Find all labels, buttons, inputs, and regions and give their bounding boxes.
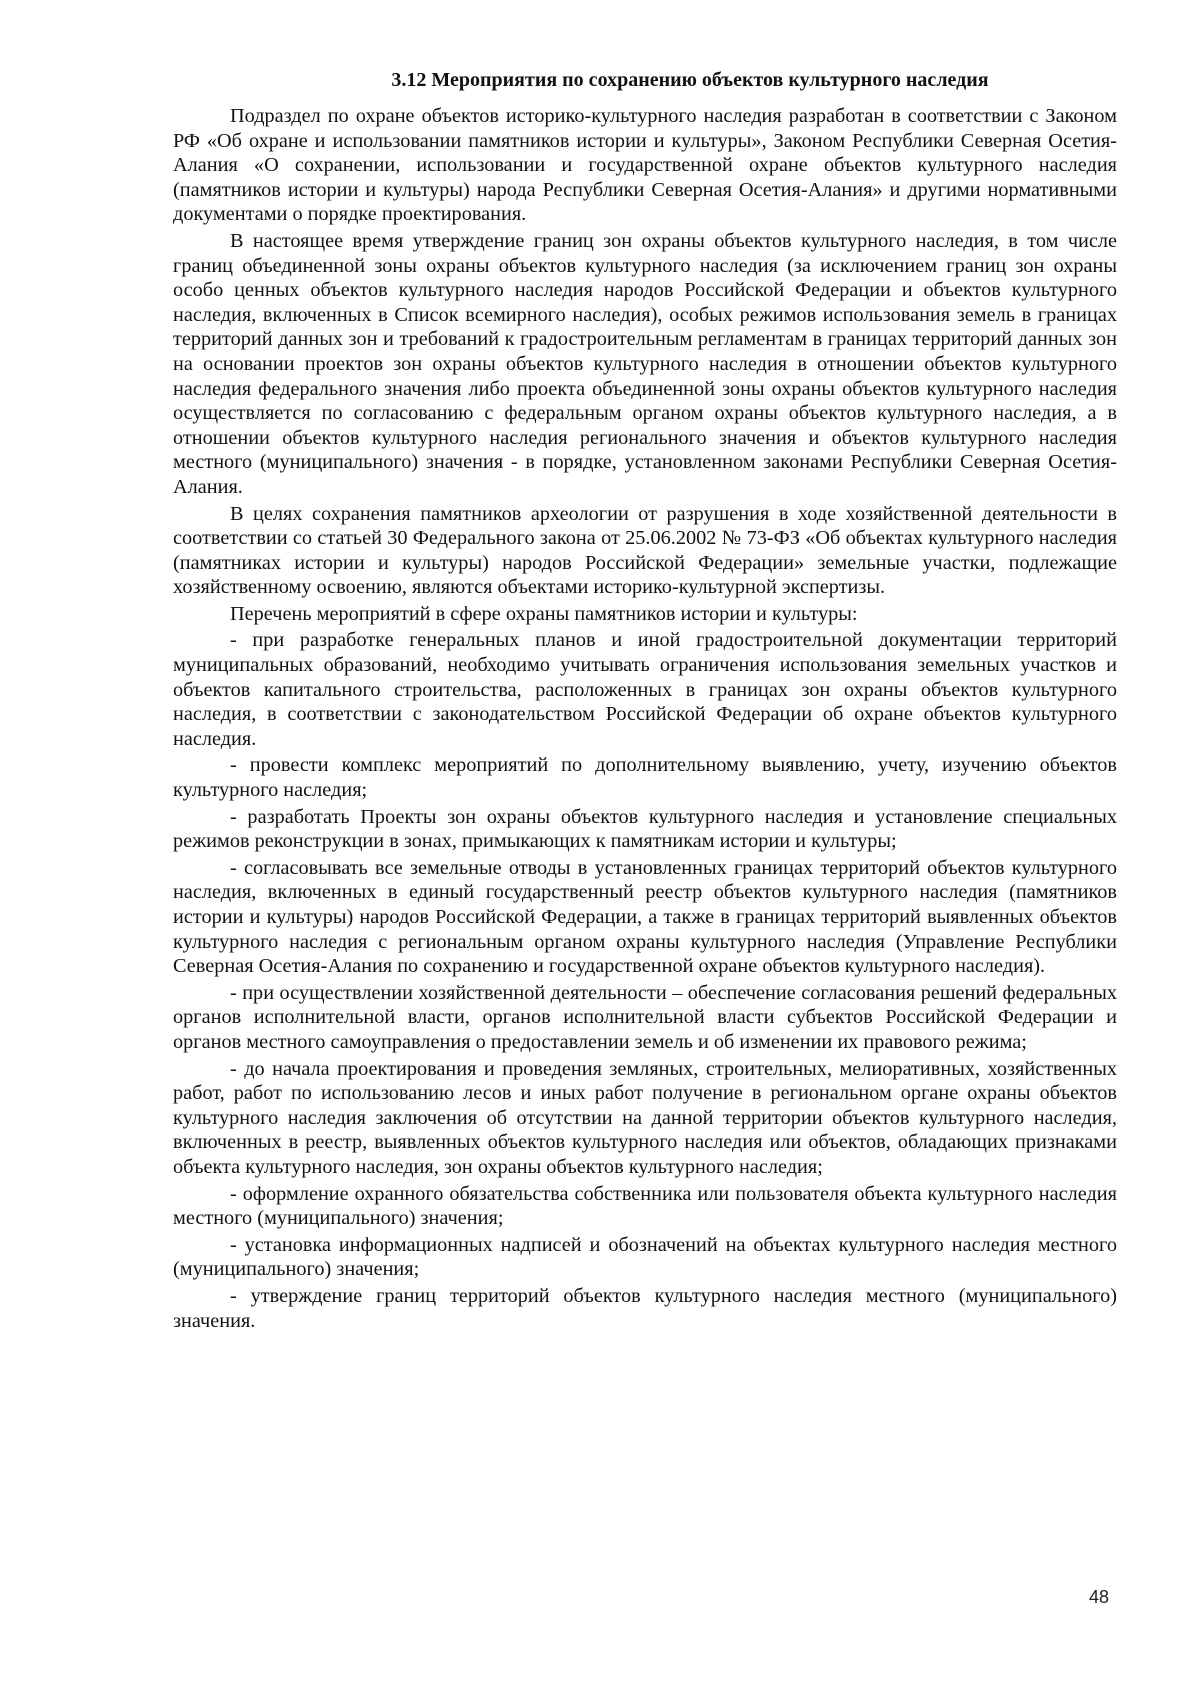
paragraph-archaeology: В целях сохранения памятников археологии от разрушения в ходе хозяйственной деятельности в соответствии со статьей 30 Федерального закона от 25.06.2002 № 73-ФЗ «Об объектах культурного наследия (памятниках истории и культуры) народов Российской Федерации» земельные участки, подлежащие хозяйственному освоению, являются объектами историко-культурной экспертизы.	[173, 502, 1117, 599]
list-item-protection-obligation: - оформление охранного обязательства собственника или пользователя объекта культурного наследия местного (муниципального) значения;	[173, 1182, 1117, 1230]
list-item-economic-activity: - при осуществлении хозяйственной деятельности – обеспечение согласования решений федеральных органов исполнительной власти, органов исполнительной власти субъектов Российской Федерации и органов местного самоуправления о предоставлении земель и об изменении их правового режима;	[173, 981, 1117, 1053]
section-heading: 3.12 Мероприятия по сохранению объектов культурного наследия	[391, 69, 989, 91]
paragraph-legal-basis: Подраздел по охране объектов историко-культурного наследия разработан в соответствии с Законом РФ «Об охране и использовании памятников истории и культуры», Законом Республики Северная Осетия-Алания «О сохранении, использовании и государственной охране объектов культурного наследия (памятников истории и культуры) народа Республики Северная Осетия-Алания» и другими нормативными документами о порядке проектирования.	[173, 105, 1117, 226]
list-item-information-signs: - установка информационных надписей и обозначений на объектах культурного наследия местного (муниципального) значения;	[173, 1233, 1117, 1281]
list-item-protection-zone-projects: - разработать Проекты зон охраны объектов культурного наследия и установление специальных режимов реконструкции в зонах, примыкающих к памятникам истории и культуры;	[173, 805, 1117, 853]
paragraph-zone-boundaries: В настоящее время утверждение границ зон охраны объектов культурного наследия, в том числе границ объединенной зоны охраны объектов культурного наследия (за исключением границ зон охраны особо ценных объектов культурного наследия народов Российской Федерации и объектов культурного наследия, включенных в Список всемирного наследия), особых режимов использования земель в границах территорий данных зон и требований к градостроительным регламентам в границах территорий данных зон на основании проектов зон охраны объектов культурного наследия в отношении объектов культурного наследия федерального значения либо проекта объединенной зоны охраны объектов культурного наследия осуществляется по согласованию с федеральным органом охраны объектов культурного наследия, а в отношении объектов культурного наследия регионального значения и объектов культурного наследия местного (муниципального) значения - в порядке, установленном законами Республики Северная Осетия-Алания.	[173, 229, 1117, 498]
page-number: 48	[1089, 1587, 1110, 1607]
list-item-territory-boundaries: - утверждение границ территорий объектов культурного наследия местного (муниципального) значения.	[173, 1284, 1117, 1332]
list-item-identification: - провести комплекс мероприятий по дополнительному выявлению, учету, изучению объектов культурного наследия;	[173, 754, 1117, 802]
paragraph-measures-intro: Перечень мероприятий в сфере охраны памятников истории и культуры:	[230, 602, 858, 625]
list-item-pre-design-survey: - до начала проектирования и проведения земляных, строительных, мелиоративных, хозяйственных работ, работ по использованию лесов и иных работ получение в региональном органе охраны объектов культурного наследия заключения об отсутствии на данной территории объектов культурного наследия, включенных в реестр, выявленных объектов культурного наследия или объектов, обладающих признаками объекта культурного наследия, зон охраны объектов культурного наследия;	[173, 1057, 1117, 1178]
list-item-land-allotments: - согласовывать все земельные отводы в установленных границах территорий объектов культурного наследия, включенных в единый государственный реестр объектов культурного наследия (памятников истории и культуры) народов Российской Федерации, а также в границах территорий выявленных объектов культурного наследия с региональным органом охраны культурного наследия (Управление Республики Северная Осетия-Алания по сохранению и государственной охране объектов культурного наследия).	[173, 856, 1117, 978]
list-item-master-plans: - при разработке генеральных планов и иной градостроительной документации территорий муниципальных образований, необходимо учитывать ограничения использования земельных участков и объектов капитального строительства, расположенных в границах зон охраны объектов культурного наследия, в соответствии с законодательством Российской Федерации об охране объектов культурного наследия.	[173, 629, 1117, 750]
document-page	[173, 68, 1117, 1335]
